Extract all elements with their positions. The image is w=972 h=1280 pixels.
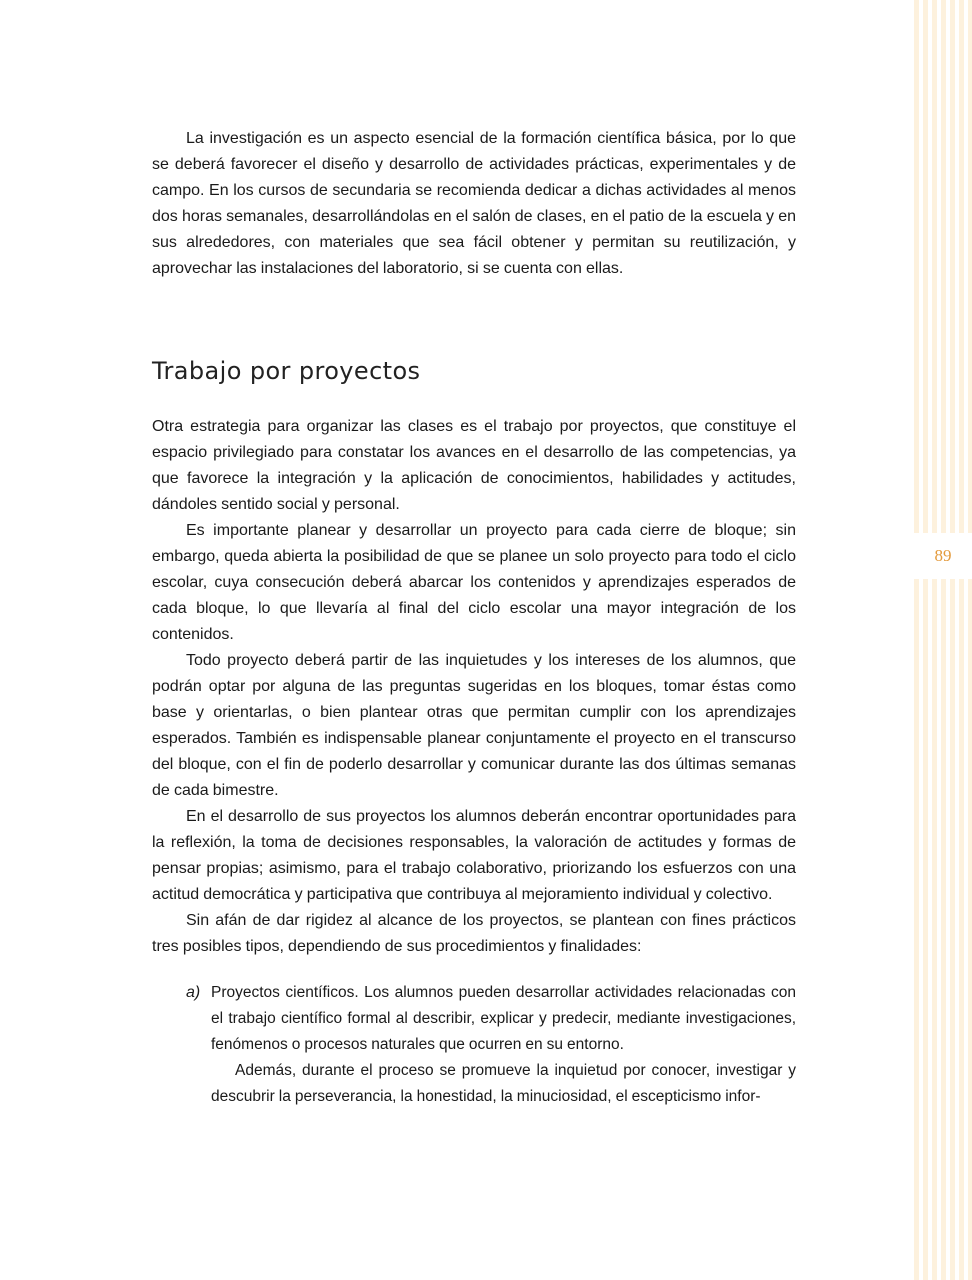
page-body [152,126,796,1110]
section-heading: Trabajo por proyectos [152,357,421,385]
section-paragraph-1: Otra estrategia para organizar las clases es el trabajo por proyectos, que constituye el espacio privilegiado para constatar los avances en el desarrollo de las competencias, ya que favorece la integración y la aplicación de conocimientos, habilidades y actitudes, dándoles sentido social y personal. [152,418,796,513]
spacer [152,282,796,356]
decorative-margin-stripes [914,0,972,1280]
page-number: 89 [934,546,952,565]
list-item-continuation: Además, durante el proceso se promueve la inquietud por conocer, investigar y descubrir la perseverancia, la honestidad, la minuciosidad, el escepticismo infor- [211,1062,796,1105]
spacer [152,960,796,980]
intro-paragraph: La investigación es un aspecto esencial de la formación científica básica, por lo que se deberá favorecer el diseño y desarrollo de actividades prácticas, experimentales y de campo. En los cursos de secundaria se recomienda dedicar a dichas actividades al menos dos horas semanales, desarrollándolas en el salón de clases, en el patio de la escuela y en sus alrededores, con materiales que sea fácil obtener y permitan su reutilización, y aprovechar las instalaciones del laboratorio, si se cuenta con ellas. [152,130,796,277]
list-item-text: Proyectos científicos. Los alumnos pueden desarrollar actividades relacionadas con el trabajo científico formal al describir, explicar y predecir, mediante investigaciones, fenómenos o procesos naturales que ocurren en su entorno. [211,984,796,1053]
spacer [152,386,796,414]
list-item-marker: a) [186,984,201,1001]
page-number-box [914,533,972,579]
list-item [152,980,796,1110]
section-paragraph-3: Todo proyecto deberá partir de las inquietudes y los intereses de los alumnos, que podrán optar por alguna de las preguntas sugeridas en los bloques, tomar éstas como base y orientarlas, o bien plantear otras que permitan cumplir con los aprendizajes esperados. También es indispensable planear conjuntamente el proyecto en el transcurso del bloque, con el fin de poderlo desarrollar y comunicar durante las dos últimas semanas de cada bimestre. [152,652,796,799]
section-paragraph-4: En el desarrollo de sus proyectos los alumnos deberán encontrar oportunidades para la reflexión, la toma de decisiones responsables, la valoración de actitudes y formas de pensar propias; asimismo, para el trabajo colaborativo, priorizando los esfuerzos con una actitud democrática y participativa que contribuya al mejoramiento individual y colectivo. [152,808,796,903]
section-paragraph-5: Sin afán de dar rigidez al alcance de los proyectos, se plantean con fines prácticos tres posibles tipos, dependiendo de sus procedimientos y finalidades: [152,912,796,955]
section-paragraph-2: Es importante planear y desarrollar un proyecto para cada cierre de bloque; sin embargo, queda abierta la posibilidad de que se planee un solo proyecto para todo el ciclo escolar, cuya consecución deberá abarcar los contenidos y aprendizajes esperados de cada bloque, lo que llevaría al final del ciclo escolar una mayor integración de los contenidos. [152,522,796,643]
